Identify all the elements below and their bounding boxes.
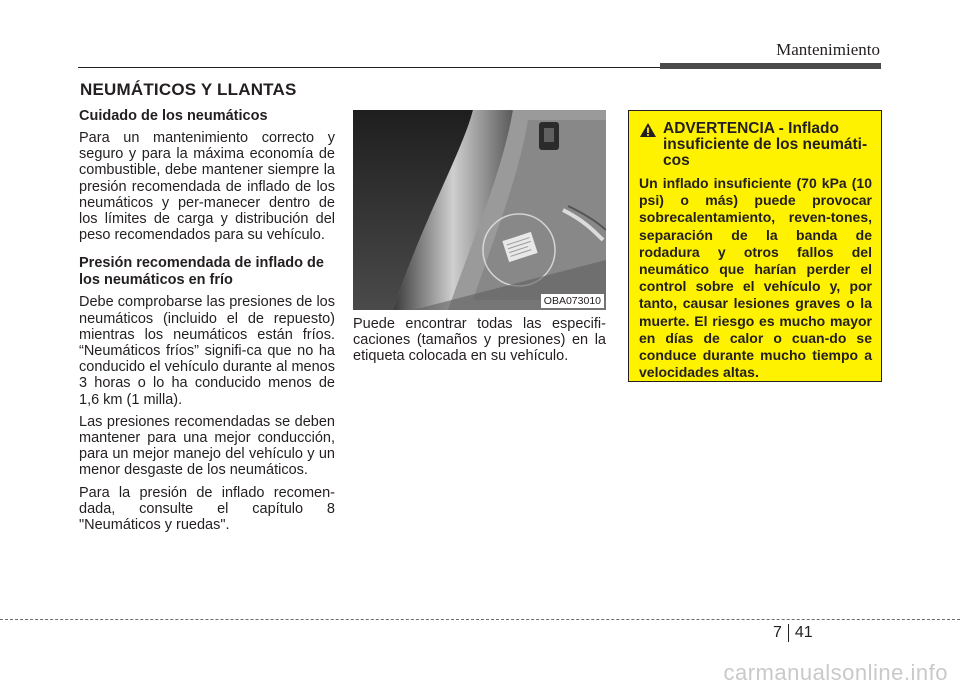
page-number [773, 624, 813, 642]
paragraph-recommended: Las presiones recomendadas se deben mantener para una mejor conducción, para un mejor manejo del vehículo y un menor desgaste de los neumáticos. [79, 413, 335, 479]
warning-box [628, 110, 882, 382]
paragraph-cold-tires: Debe comprobarse las presiones de los neumáticos (incluido el de repuesto) mientras los neumáticos están fríos. “Neumáticos fríos” signifi-ca que no ha conducido el vehículo durante al menos 3 horas o lo ha conducido menos de 1,6 km (1 milla). [79, 294, 335, 408]
warning-triangle-icon [639, 122, 663, 143]
door-label-photo [353, 110, 606, 310]
subhead-tire-care: Cuidado de los neumáticos [79, 108, 268, 124]
paragraph-tire-care: Para un mantenimiento correcto y seguro y para la máxima economía de combustible, debe mantener siempre la presión recomendada de inflado de los neumáticos y per-manecer dentro de los límites de carga y distribución del peso recomendados para su vehículo. [79, 130, 335, 244]
header-rule-thick [660, 63, 881, 69]
section-title: NEUMÁTICOS Y LLANTAS [80, 80, 297, 99]
page-number-value: 41 [794, 624, 813, 642]
footer-divider [0, 619, 960, 620]
figure-caption: Puede encontrar todas las especifi-caciones (tamaños y presiones) en la etiqueta colocada en su vehículo. [353, 316, 606, 365]
warning-title: ADVERTENCIA - Inflado insuficiente de los neumáti-cos [663, 120, 868, 169]
subhead-cold-pressure: Presión recomendada de inflado de los neumáticos en frío [79, 255, 324, 289]
chapter-title: Mantenimiento [776, 40, 880, 59]
figure-code: OBA073010 [541, 294, 604, 308]
page-separator [788, 624, 789, 642]
chapter-number: 7 [773, 624, 782, 642]
paragraph-reference: Para la presión de inflado recomen-dada, consulte el capítulo 8 "Neumáticos y ruedas". [79, 484, 335, 534]
text-column [79, 108, 335, 539]
warning-body: Un inflado insuficiente (70 kPa (10 psi) o más) puede provocar sobrecalentamiento, reven-tones, separación de la banda de rodadura y otros fallos del neumático que harían perder el control sobre el vehículo y, por tanto, causar lesiones graves o la muerte. El riesgo es mucho mayor en días de calor o cuan-do se conduce durante mucho tiempo a velocidades altas. [639, 175, 872, 381]
door-pillar-illustration [353, 110, 606, 310]
header-rule [78, 67, 660, 68]
watermark: carmanualsonline.info [723, 660, 948, 685]
